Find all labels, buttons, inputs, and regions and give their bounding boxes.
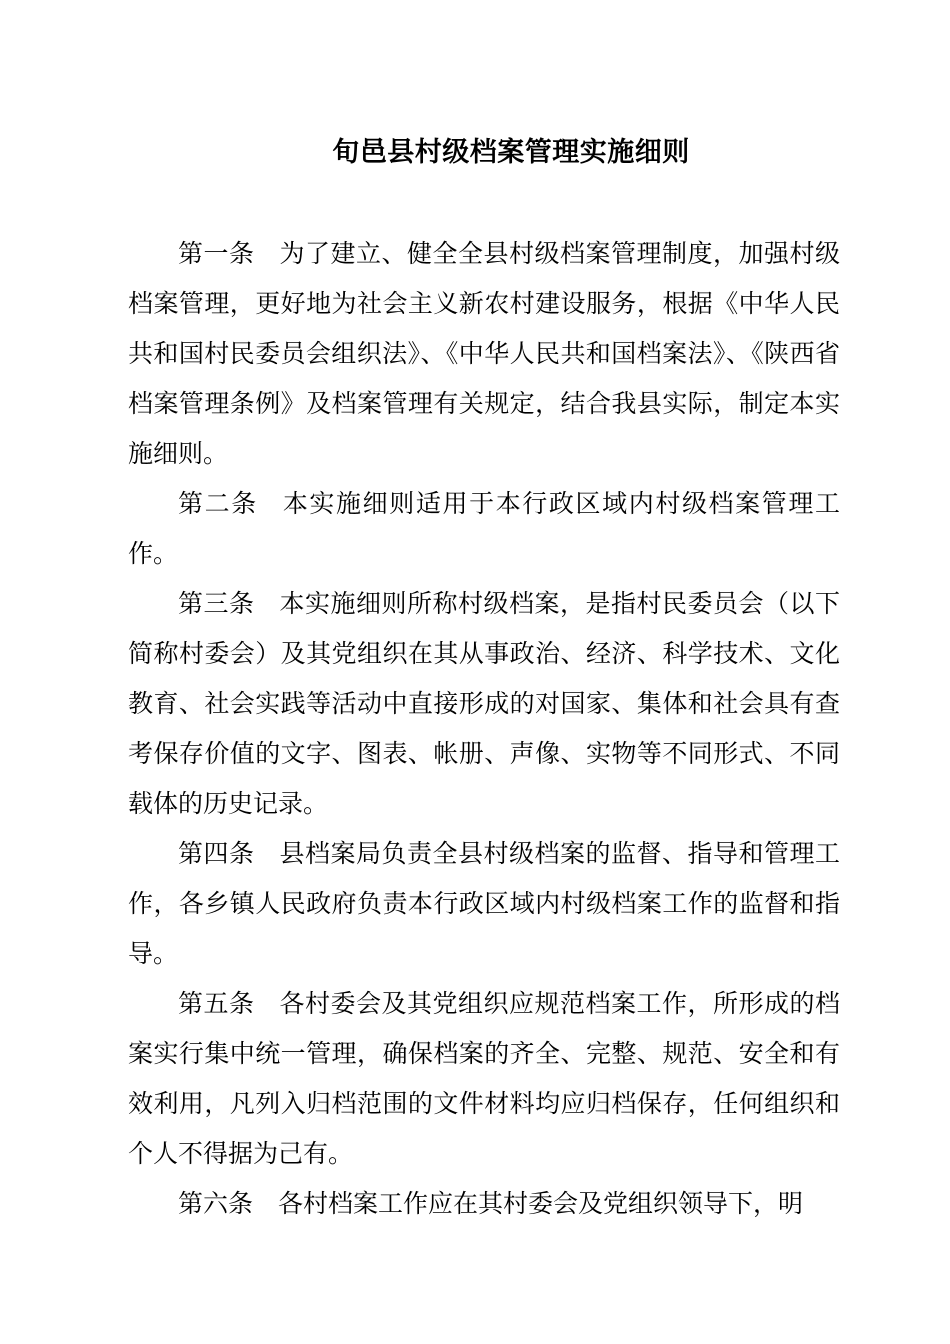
article-text: 各村委会及其党组织应规范档案工作，所形成的档案实行集中统一管理，确保档案的齐全、完整、规范、安全和有效利用，凡列入归档范围的文件材料均应归档保存，任何组织和个人不得据为己有。 xyxy=(128,989,840,1168)
article-text: 县档案局负责全县村级档案的监督、指导和管理工作，各乡镇人民政府负责本行政区域内村级档案工作的监督和指导。 xyxy=(128,839,840,968)
document-body xyxy=(128,229,840,1229)
article-3 xyxy=(128,579,840,829)
article-text: 为了建立、健全全县村级档案管理制度，加强村级档案管理，更好地为社会主义新农村建设服务，根据《中华人民共和国村民委员会组织法》、《中华人民共和国档案法》、《陕西省档案管理条例》及档案管理有关规定，结合我县实际，制定本实施细则。 xyxy=(128,239,840,468)
document-title: 旬邑县村级档案管理实施细则 xyxy=(332,137,690,168)
article-5 xyxy=(128,979,840,1179)
article-label: 第二条 xyxy=(178,489,258,518)
article-6 xyxy=(128,1179,840,1229)
article-label: 第三条 xyxy=(178,589,255,618)
article-2 xyxy=(128,479,840,579)
article-text: 本实施细则适用于本行政区域内村级档案管理工作。 xyxy=(128,489,840,568)
article-label: 第五条 xyxy=(178,989,255,1018)
article-text: 各村档案工作应在其村委会及党组织领导下，明 xyxy=(278,1189,804,1218)
article-1 xyxy=(128,229,840,479)
article-text: 本实施细则所称村级档案，是指村民委员会（以下简称村委会）及其党组织在其从事政治、经济、科学技术、文化教育、社会实践等活动中直接形成的对国家、集体和社会具有查考保存价值的文字、图表、帐册、声像、实物等不同形式、不同载体的历史记录。 xyxy=(128,589,840,818)
article-label: 第一条 xyxy=(178,239,255,268)
article-label: 第六条 xyxy=(178,1189,254,1218)
article-4 xyxy=(128,829,840,979)
article-label: 第四条 xyxy=(178,839,255,868)
